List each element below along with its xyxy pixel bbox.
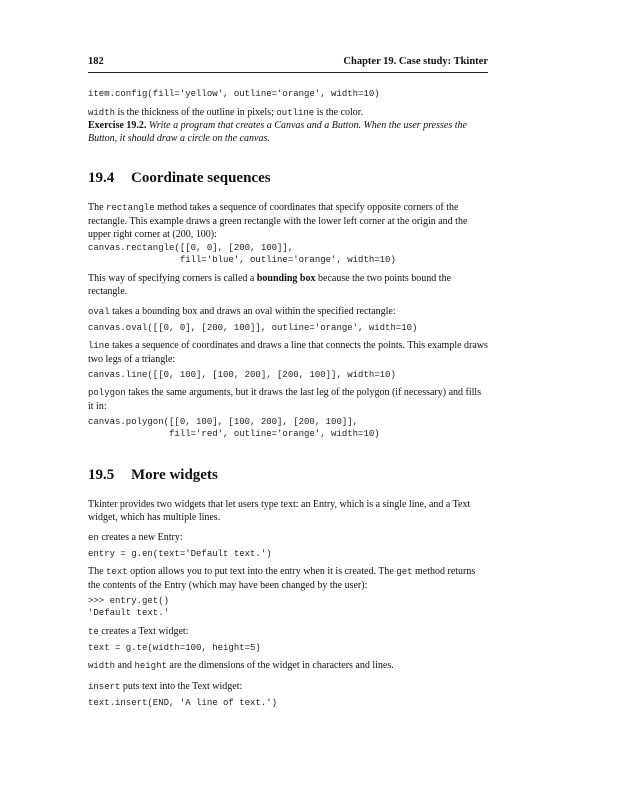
running-header — [88, 56, 488, 73]
page-number: 182 — [88, 56, 104, 67]
section-title: Coordinate sequences — [131, 170, 271, 186]
code-height: height — [134, 661, 167, 671]
paragraph-polygon: polygon takes the same arguments, but it draws the last leg of the polygon (if necessary) and fills it in: — [88, 387, 482, 412]
section-number: 19.4 — [88, 170, 115, 186]
code-item-config: item.config(fill='yellow', outline='orange', width=10) — [88, 89, 380, 99]
code-polygon: polygon — [88, 388, 126, 398]
section-number: 19.5 — [88, 467, 115, 483]
section-heading-19-5 — [88, 467, 488, 484]
paragraph-bounding-box: This way of specifying corners is called a bounding box because the two points bound the rectangle. — [88, 273, 452, 297]
code-oval: oval — [88, 307, 110, 317]
paragraph-tkinter-widgets: Tkinter provides two widgets that let users type text: an Entry, which is a single line, and a Text widget, which has multiple lines. — [88, 499, 471, 523]
code-canvas-oval: canvas.oval([[0, 0], [200, 100]], outline='orange', width=10) — [88, 323, 418, 333]
code-get: get — [396, 567, 413, 577]
exercise — [88, 119, 488, 145]
code-en: en — [88, 533, 99, 543]
paragraph-rectangle: The rectangle method takes a sequence of coordinates that specify opposite corners of the rectangle. This example draws a green rectangle with the lower left corner at the origin and the upper right corner at (200, 100): — [88, 202, 468, 240]
code-insert: insert — [88, 682, 121, 692]
paragraph-insert: insert puts text into the Text widget: — [88, 681, 243, 692]
chapter-title: Chapter 19. Case study: Tkinter — [343, 56, 488, 67]
paragraph-text-option: The text option allows you to put text into the entry when it is created. The get method returns the contents of the Entry (which may have been changed by the user): — [88, 566, 476, 591]
page — [88, 56, 488, 708]
exercise-text: Write a program that creates a Canvas and a Button. When the user presses the Button, it should draw a circle on the canvas. — [88, 120, 467, 144]
code-canvas-polygon: canvas.polygon([[0, 100], [100, 200], [200, 100]], fill='red', outline='orange', width=10) — [88, 417, 380, 439]
code-width: width — [88, 108, 116, 118]
paragraph-te: te creates a Text widget: — [88, 626, 189, 637]
term-bounding-box: bounding box — [256, 273, 316, 284]
paragraph-en: en creates a new Entry: — [88, 532, 183, 543]
code-canvas-rectangle: canvas.rectangle([[0, 0], [200, 100]], fill='blue', outline='orange', width=10) — [88, 243, 396, 265]
code-te: te — [88, 627, 99, 637]
section-title: More widgets — [131, 467, 218, 483]
code-rectangle: rectangle — [106, 203, 155, 213]
code-line: line — [88, 341, 110, 351]
code-text-insert: text.insert(END, 'A line of text.') — [88, 698, 278, 708]
code-entry: entry = g.en(text='Default text.') — [88, 549, 272, 559]
section-heading-19-4 — [88, 170, 488, 187]
paragraph-dimensions: width and height are the dimensions of the widget in characters and lines. — [88, 660, 394, 671]
code-text: text — [106, 567, 128, 577]
code-canvas-line: canvas.line([[0, 100], [100, 200], [200, 100]], width=10) — [88, 370, 396, 380]
code-entry-get: >>> entry.get() 'Default text.' — [88, 596, 170, 618]
code-text-widget: text = g.te(width=100, height=5) — [88, 643, 261, 653]
paragraph-oval: oval takes a bounding box and draws an oval within the specified rectangle: — [88, 306, 396, 317]
code-width: width — [88, 661, 116, 671]
paragraph-line: line takes a sequence of coordinates and draws a line that connects the points. This example draws two legs of a triangle: — [88, 340, 488, 365]
paragraph-width-outline: width is the thickness of the outline in pixels; outline is the color. — [88, 107, 364, 118]
code-outline: outline — [276, 108, 315, 118]
exercise-label: Exercise 19.2. — [88, 120, 147, 131]
